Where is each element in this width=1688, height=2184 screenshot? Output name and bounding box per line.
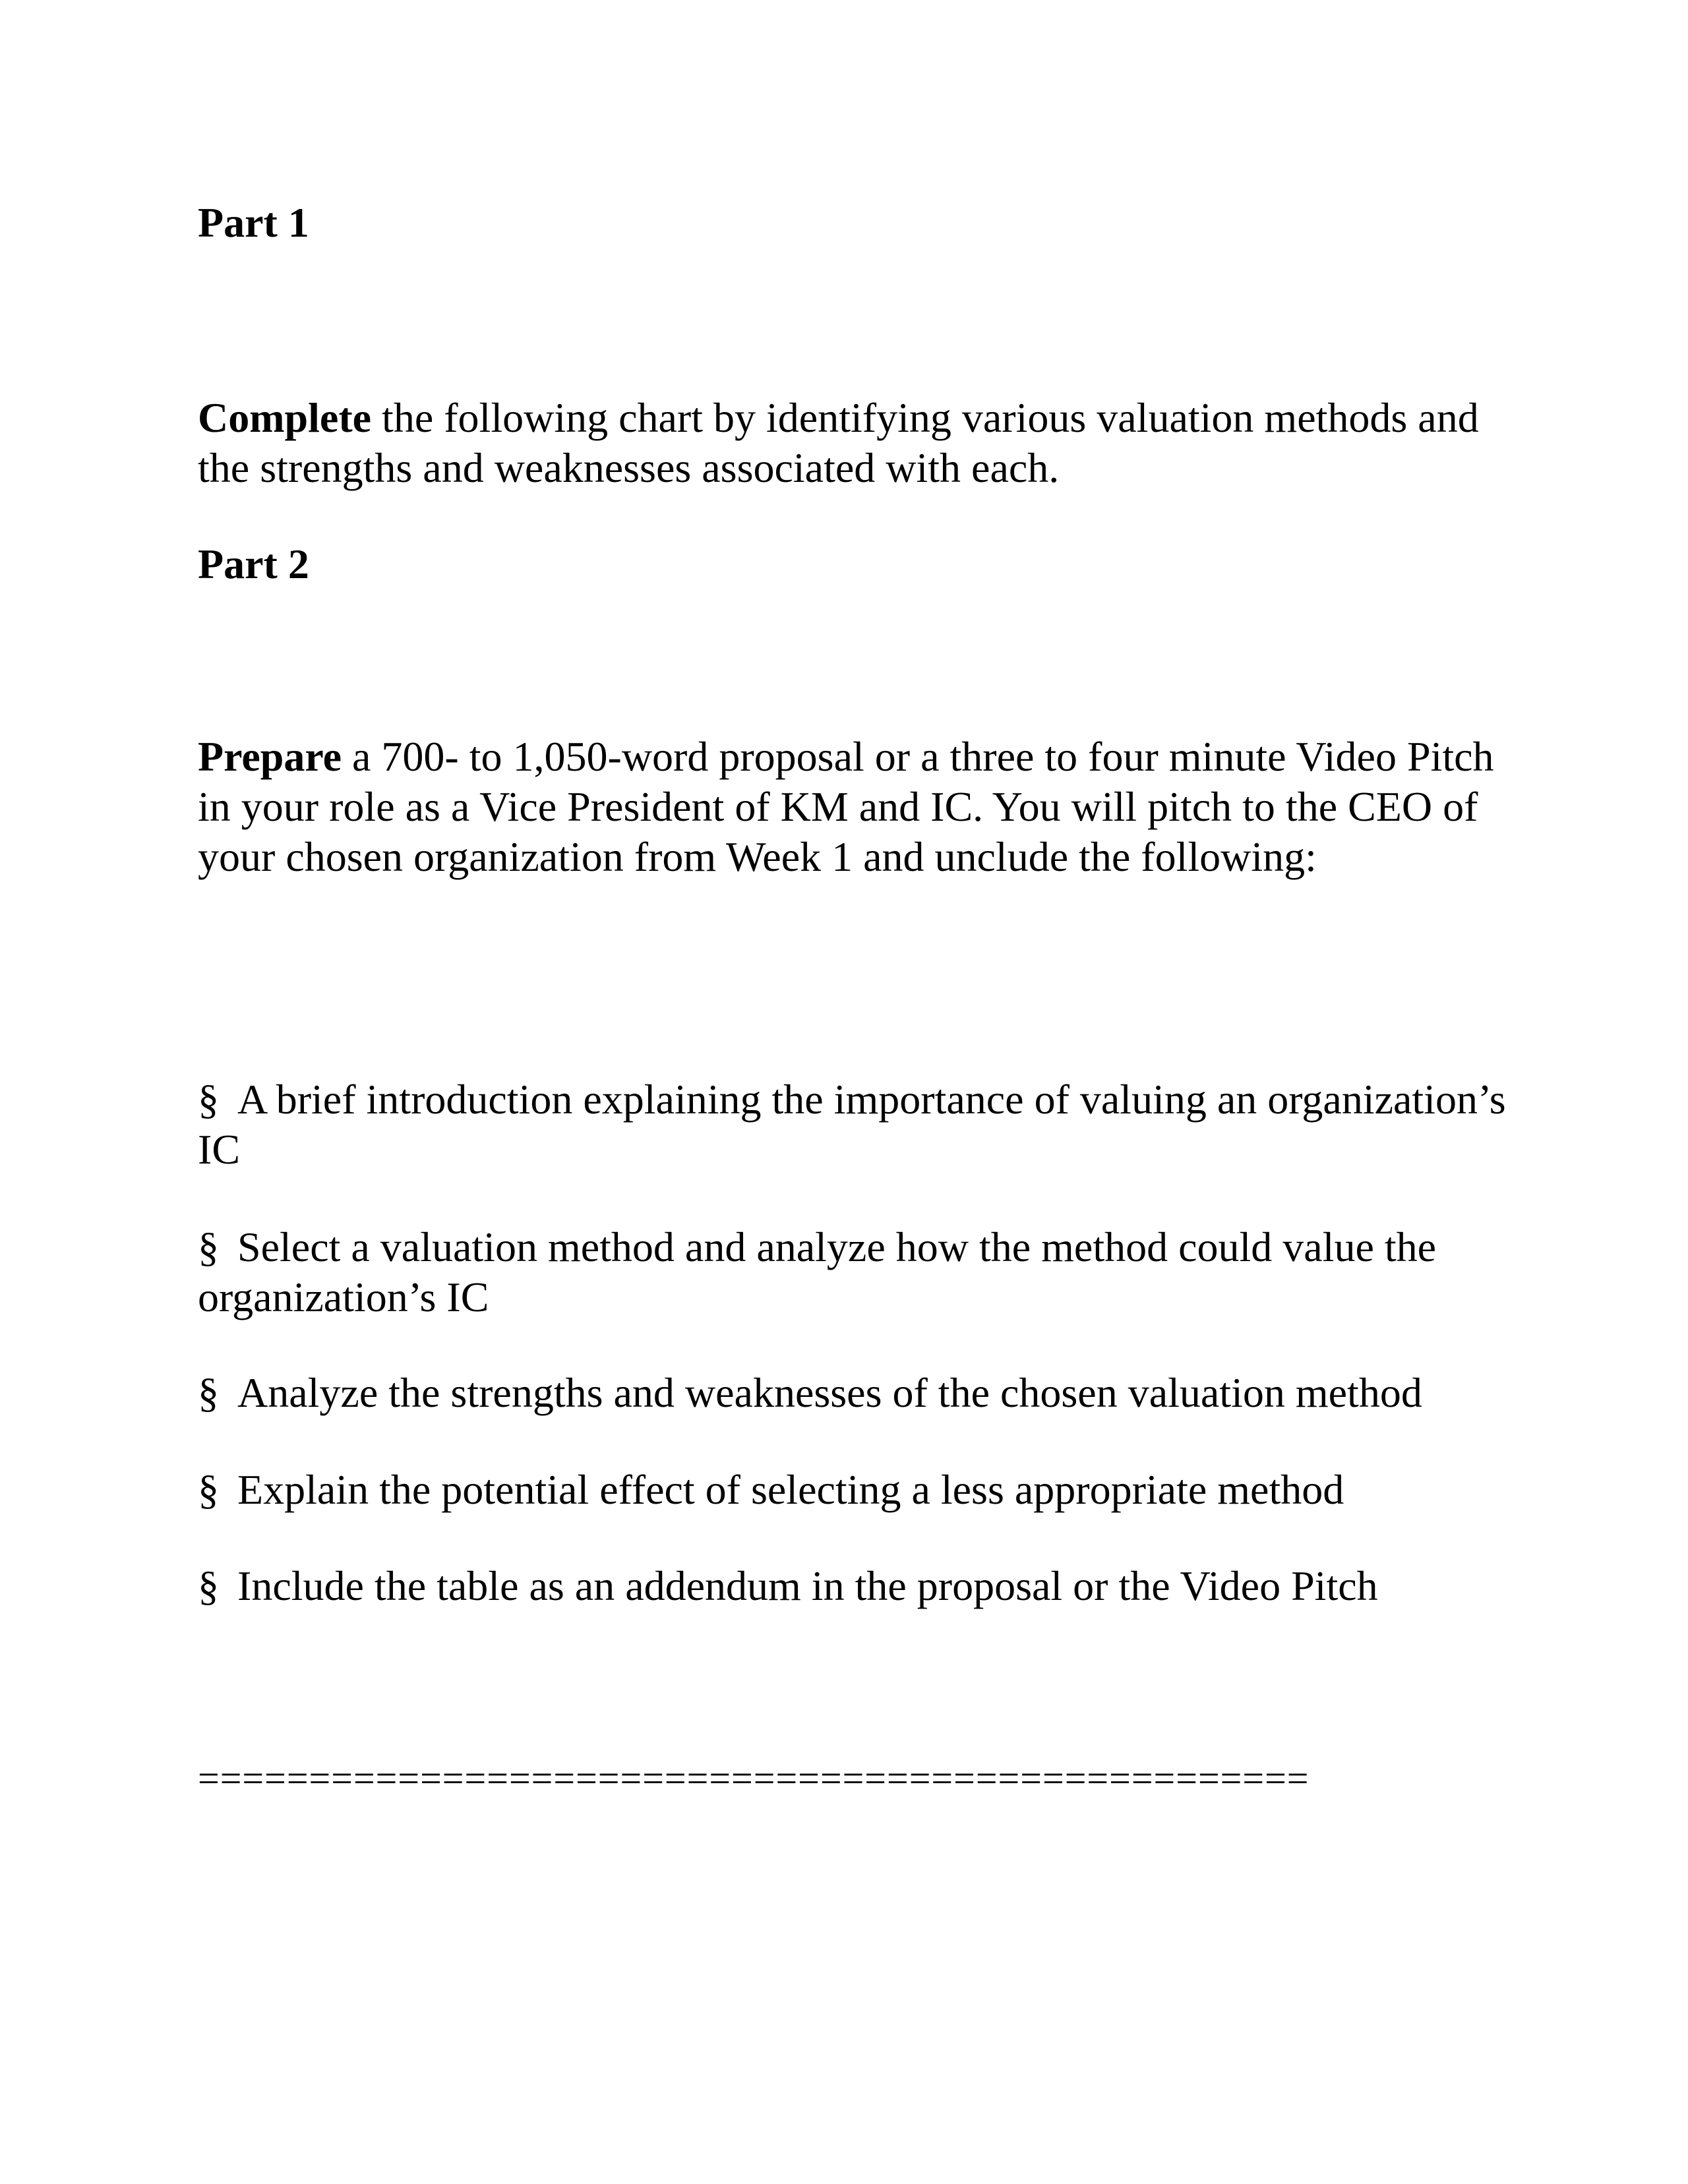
section-sign-marker: § xyxy=(198,1369,219,1416)
bullet-item-text: Explain the potential effect of selecting a less appropriate method xyxy=(237,1466,1344,1513)
bullet-item-text: Select a valuation method and analyze how the method could value the organization’s IC xyxy=(198,1224,1437,1320)
bullet-item xyxy=(198,1465,1517,1515)
bullet-item xyxy=(198,1222,1517,1322)
bullet-item xyxy=(198,1368,1517,1418)
part-2-instruction-keyword: Prepare xyxy=(198,733,342,780)
part-1-instruction-keyword: Complete xyxy=(198,394,372,441)
bullet-item xyxy=(198,1561,1517,1611)
section-sign-marker: § xyxy=(198,1076,219,1123)
bullet-item-text: A brief introduction explaining the importance of valuing an organization’s IC xyxy=(198,1076,1506,1173)
bullet-item-text: Analyze the strengths and weaknesses of the chosen valuation method xyxy=(237,1369,1422,1416)
section-sign-marker: § xyxy=(198,1562,219,1609)
section-sign-marker: § xyxy=(198,1224,219,1270)
bullet-item xyxy=(198,1075,1517,1175)
part-2-instruction-text: a 700- to 1,050-word proposal or a three to four minute Video Pitch in your role as a Vice President of KM and IC. You will pitch to the CEO of your chosen organization from Week 1 and unclude the following: xyxy=(198,733,1494,880)
part-1-heading: Part 1 xyxy=(198,199,309,246)
section-sign-marker: § xyxy=(198,1466,219,1513)
part-1-instruction xyxy=(198,393,1517,493)
separator-line: ================================================== xyxy=(198,1757,1310,1800)
part-1-instruction-text: the following chart by identifying various valuation methods and the strengths and weaknesses associated with each. xyxy=(198,394,1479,491)
bullet-item-text: Include the table as an addendum in the proposal or the Video Pitch xyxy=(237,1562,1378,1609)
part-2-instruction xyxy=(198,732,1517,882)
part-2-heading: Part 2 xyxy=(198,541,309,587)
